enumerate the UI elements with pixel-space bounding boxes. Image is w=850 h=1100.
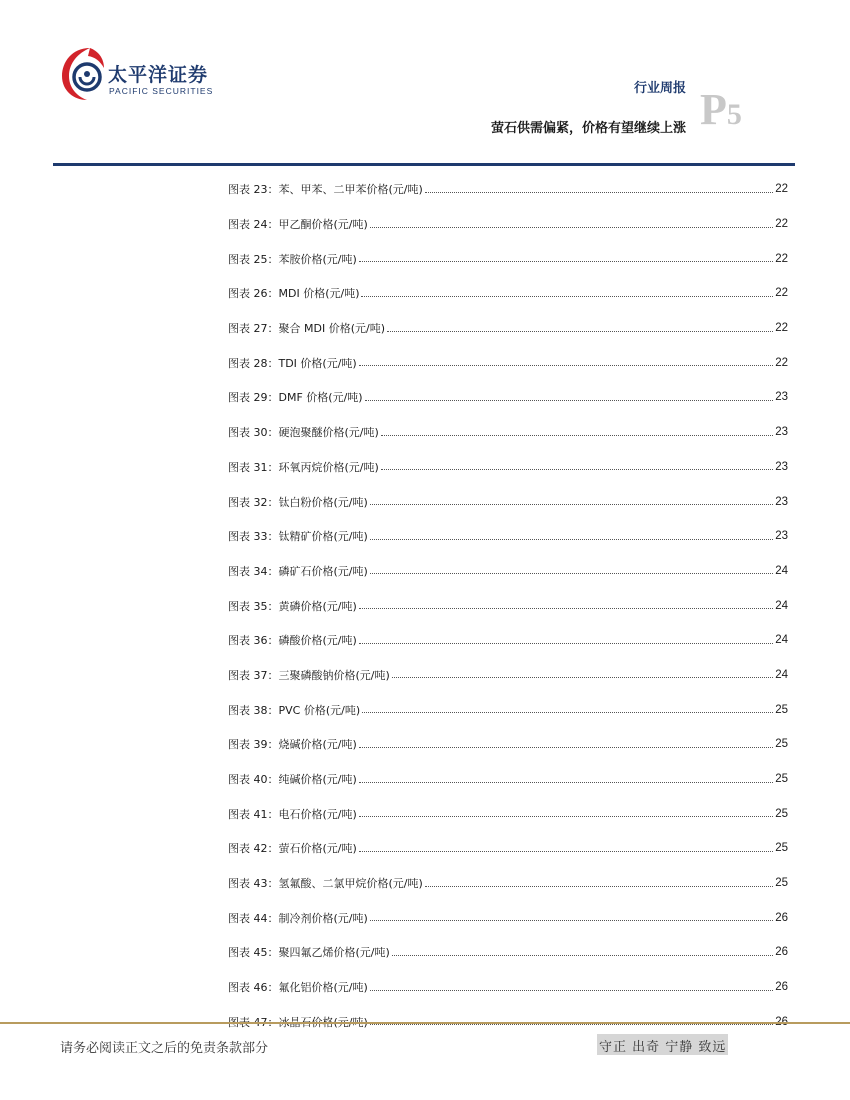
toc-entry[interactable] [228,172,788,207]
toc-entry-label: 图表 46：氟化铝价格(元/吨) [228,981,368,995]
toc-entry-page: 25 [775,738,788,751]
toc-entry-page: 25 [775,773,788,786]
toc-entry[interactable] [228,241,788,276]
toc-entry-label: 图表 34：磷矿石价格(元/吨) [228,564,368,578]
toc-entry[interactable] [228,519,788,554]
toc-dot-leader [387,331,773,332]
toc-entry[interactable] [228,900,788,935]
toc-entry-label: 图表 38：PVC 价格(元/吨) [228,703,361,717]
toc-entry-label: 图表 39：烧碱价格(元/吨) [228,738,357,752]
toc-entry-label: 图表 45：聚四氟乙烯价格(元/吨) [228,946,390,960]
header-divider [53,163,795,166]
toc-entry-page: 22 [775,356,788,369]
toc-entry-page: 24 [775,668,788,681]
toc-entry-page: 22 [775,218,788,231]
toc-entry-label: 图表 42：萤石价格(元/吨) [228,842,357,856]
logo-chinese-name: 太平洋证券 [108,64,209,86]
table-of-contents [228,172,788,1039]
toc-entry[interactable] [228,276,788,311]
toc-entry-label: 图表 28：TDI 价格(元/吨) [228,356,357,370]
toc-entry-label: 图表 40：纯碱价格(元/吨) [228,773,357,787]
toc-entry-page: 22 [775,252,788,265]
toc-entry-label: 图表 30：硬泡聚醚价格(元/吨) [228,426,379,440]
toc-entry[interactable] [228,345,788,380]
toc-entry[interactable] [228,831,788,866]
toc-entry-label: 图表 29：DMF 价格(元/吨) [228,391,363,405]
toc-entry[interactable] [228,970,788,1005]
toc-dot-leader [359,608,773,609]
toc-dot-leader [425,192,773,193]
toc-entry-label: 图表 44：制冷剂价格(元/吨) [228,911,368,925]
toc-entry-page: 24 [775,599,788,612]
toc-entry[interactable] [228,311,788,346]
toc-entry[interactable] [228,554,788,589]
page-number-letter: P [700,85,727,134]
toc-entry-page: 22 [775,287,788,300]
toc-entry-page: 24 [775,564,788,577]
toc-dot-leader [359,782,773,783]
toc-entry-page: 23 [775,391,788,404]
toc-dot-leader [361,296,773,297]
footer-motto: 守正 出奇 宁静 致远 [597,1034,728,1055]
logo-english-name: PACIFIC SECURITIES [109,86,214,96]
toc-entry-page: 26 [775,946,788,959]
toc-entry-page: 26 [775,981,788,994]
toc-entry-label: 图表 27：聚合 MDI 价格(元/吨) [228,322,385,336]
company-logo [60,44,280,114]
toc-entry[interactable] [228,207,788,242]
toc-dot-leader [370,539,773,540]
toc-entry-page: 24 [775,634,788,647]
toc-dot-leader [359,643,773,644]
toc-entry-label: 图表 25：苯胺价格(元/吨) [228,252,357,266]
toc-dot-leader [381,469,773,470]
toc-entry[interactable] [228,935,788,970]
toc-entry[interactable] [228,450,788,485]
toc-entry-label: 图表 33：钛精矿价格(元/吨) [228,530,368,544]
toc-entry-page: 23 [775,460,788,473]
toc-dot-leader [359,747,773,748]
toc-dot-leader [370,920,773,921]
toc-dot-leader [392,955,773,956]
toc-dot-leader [392,677,773,678]
toc-entry-page: 25 [775,842,788,855]
toc-entry[interactable] [228,762,788,797]
toc-dot-leader [370,1024,773,1025]
toc-entry-label: 图表 37：三聚磷酸钠价格(元/吨) [228,668,390,682]
report-title: 萤石供需偏紧，价格有望继续上涨 [490,121,686,136]
toc-dot-leader [381,435,773,436]
toc-entry-label: 图表 24：甲乙酮价格(元/吨) [228,218,368,232]
page-number [700,84,742,135]
footer-divider [0,1022,850,1024]
toc-entry-label: 图表 23：苯、甲苯、二甲苯价格(元/吨) [228,183,423,197]
toc-entry[interactable] [228,658,788,693]
toc-entry-page: 26 [775,911,788,924]
toc-dot-leader [359,261,773,262]
toc-dot-leader [370,227,773,228]
toc-entry[interactable] [228,380,788,415]
toc-entry[interactable] [228,415,788,450]
toc-entry-label: 图表 35：黄磷价格(元/吨) [228,599,357,613]
toc-entry-label: 图表 31：环氧丙烷价格(元/吨) [228,460,379,474]
toc-entry-page: 23 [775,495,788,508]
toc-entry-page: 23 [775,426,788,439]
toc-dot-leader [362,712,773,713]
footer-disclaimer: 请务必阅读正文之后的免责条款部分 [60,1041,269,1056]
toc-dot-leader [365,400,774,401]
toc-entry[interactable] [228,796,788,831]
toc-dot-leader [425,886,773,887]
toc-entry[interactable] [228,727,788,762]
toc-entry-label: 图表 41：电石价格(元/吨) [228,807,357,821]
toc-entry-page: 22 [775,183,788,196]
toc-entry-page: 25 [775,703,788,716]
report-type: 行业周报 [633,81,686,96]
toc-dot-leader [370,504,773,505]
toc-entry[interactable] [228,623,788,658]
page-number-digit: 5 [726,98,742,131]
toc-entry[interactable] [228,588,788,623]
toc-dot-leader [359,365,773,366]
toc-dot-leader [359,816,773,817]
toc-dot-leader [370,990,773,991]
toc-entry-label: 图表 43：氢氟酸、二氯甲烷价格(元/吨) [228,877,423,891]
toc-entry-page: 25 [775,807,788,820]
toc-entry-label: 图表 36：磷酸价格(元/吨) [228,634,357,648]
toc-entry[interactable] [228,484,788,519]
toc-entry-label: 图表 26：MDI 价格(元/吨) [228,287,360,301]
toc-dot-leader [359,851,773,852]
toc-entry-page: 25 [775,877,788,890]
toc-entry-page: 23 [775,530,788,543]
toc-dot-leader [370,573,773,574]
toc-entry[interactable] [228,692,788,727]
toc-entry-page: 22 [775,322,788,335]
toc-entry[interactable] [228,866,788,901]
pacific-securities-logo-icon [60,44,106,102]
toc-entry-label: 图表 32：钛白粉价格(元/吨) [228,495,368,509]
